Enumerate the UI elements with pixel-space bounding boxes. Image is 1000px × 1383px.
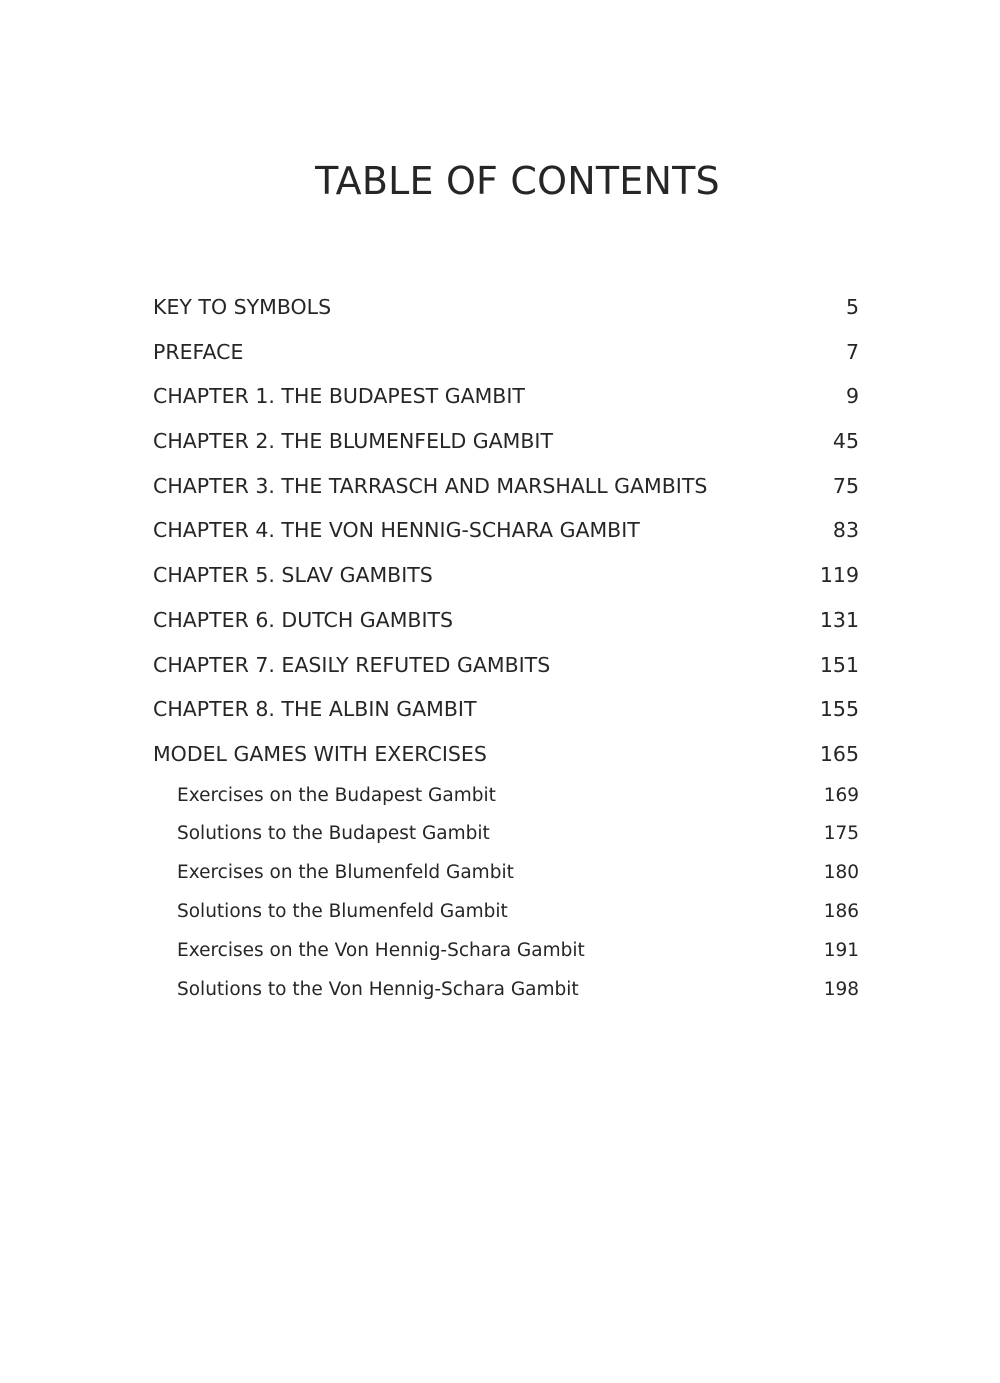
toc-entry-chapter-2 — [153, 421, 859, 466]
toc-entry-label: CHAPTER 4. THE VON HENNIG-SCHARA GAMBIT — [153, 518, 640, 543]
toc-entry-page: 9 — [845, 384, 859, 409]
toc-entry-label: PREFACE — [153, 339, 244, 364]
toc-subentry-page: 175 — [823, 823, 859, 845]
toc-entry-label: CHAPTER 1. THE BUDAPEST GAMBIT — [153, 384, 525, 409]
toc-entry-page: 75 — [832, 473, 859, 498]
toc-subentry — [153, 779, 859, 818]
toc-entry-page: 119 — [819, 563, 859, 588]
toc-subentry — [153, 973, 859, 1012]
toc-subentry-page: 169 — [823, 784, 859, 806]
toc-subentry-label: Exercises on the Budapest Gambit — [177, 784, 496, 806]
page-title: TABLE OF CONTENTS — [315, 159, 720, 203]
toc-entry-label: MODEL GAMES WITH EXERCISES — [153, 741, 487, 766]
toc-subentry-page: 198 — [823, 978, 859, 1000]
toc-subentry-page: 191 — [823, 939, 859, 961]
toc-subentry-label: Solutions to the Von Hennig-Schara Gambit — [177, 978, 579, 1000]
toc-entry-model-games — [153, 734, 859, 779]
toc-entry-page: 151 — [819, 652, 859, 677]
toc-entry-chapter-5 — [153, 555, 859, 600]
toc-subentry-label: Solutions to the Budapest Gambit — [177, 823, 490, 845]
toc-subentry-page: 180 — [823, 862, 859, 884]
toc-entry-chapter-4 — [153, 510, 859, 555]
toc-entry-label: CHAPTER 5. SLAV GAMBITS — [153, 563, 433, 588]
toc-entry-label: KEY TO SYMBOLS — [153, 295, 332, 319]
toc-entry-label: CHAPTER 6. DUTCH GAMBITS — [153, 607, 454, 632]
toc-subentry — [153, 817, 859, 856]
toc-subentry — [153, 856, 859, 895]
toc-entry-chapter-7 — [153, 645, 859, 690]
toc-entry-preface — [153, 332, 859, 377]
toc-entry-chapter-1 — [153, 376, 859, 421]
toc-entry-chapter-3 — [153, 466, 859, 511]
toc-entry-page: 45 — [832, 429, 859, 454]
toc-entry-label: CHAPTER 2. THE BLUMENFELD GAMBIT — [153, 429, 553, 454]
toc-subentry-page: 186 — [823, 900, 859, 922]
toc-entry-page: 5 — [845, 295, 859, 319]
toc-entry-chapter-6 — [153, 600, 859, 645]
toc-entry-chapter-8 — [153, 689, 859, 734]
toc-subentry — [153, 895, 859, 934]
toc-entry-label: CHAPTER 7. EASILY REFUTED GAMBITS — [153, 652, 551, 677]
toc-entry-page: 83 — [832, 518, 859, 543]
toc-subentry-label: Exercises on the Blumenfeld Gambit — [177, 862, 514, 884]
toc-subentry-label: Exercises on the Von Hennig-Schara Gambit — [177, 939, 585, 961]
toc-entry-label: CHAPTER 3. THE TARRASCH AND MARSHALL GAMBITS — [153, 473, 708, 498]
toc-entry-page: 7 — [845, 339, 859, 364]
toc-entry-page: 155 — [819, 697, 859, 722]
toc-entry-page: 131 — [819, 607, 859, 632]
toc-subentry — [153, 934, 859, 973]
toc-entry-key-to-symbols — [153, 287, 859, 332]
toc-entry-label: CHAPTER 8. THE ALBIN GAMBIT — [153, 697, 477, 722]
toc-subentry-label: Solutions to the Blumenfeld Gambit — [177, 900, 508, 922]
table-of-contents — [153, 287, 859, 1011]
toc-entry-page: 165 — [819, 741, 859, 766]
